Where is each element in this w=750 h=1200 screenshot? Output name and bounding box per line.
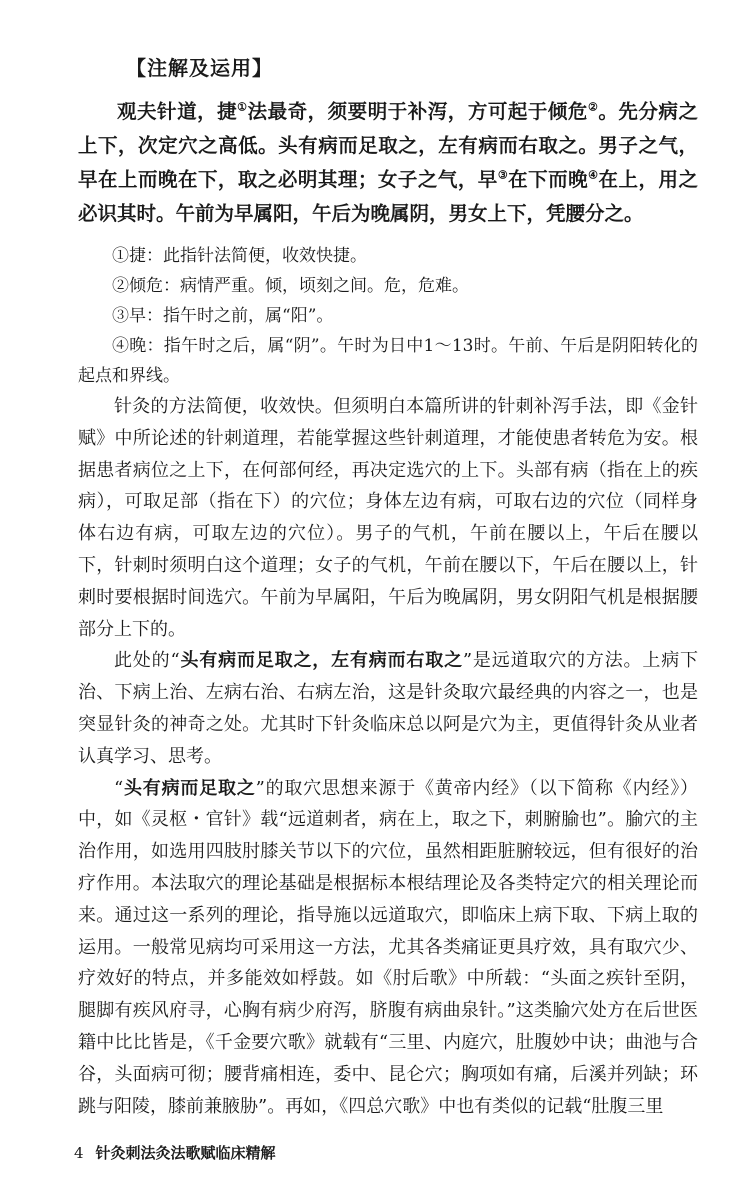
verse-text: 在下而晚 [508, 168, 589, 191]
footnote-3: ③早：指午时之前，属“阳”。 [112, 306, 334, 326]
running-title: 针灸刺法灸法歌赋临床精解 [95, 1144, 276, 1162]
section-heading: 【注解及运用】 [126, 56, 273, 80]
footnote-1: ①捷：此指针法简便，收效快捷。 [112, 246, 367, 266]
verse-text: 法最奇，须要明于补泻，方可起于倾危 [247, 100, 588, 123]
footnote-4: ④晚：指午时之后，属“阴”。午时为日中1～13时。午前、午后是阴阳转化的起点和界线。 [78, 336, 698, 386]
emphasized-quote: 头有病而足取之，左有病而右取之 [179, 650, 463, 672]
page-number: 4 [74, 1144, 84, 1162]
page-content [78, 52, 698, 1122]
verse-text: 观夫针道，捷 [117, 100, 238, 123]
paragraph-text: ”是远道取穴的方法。上病下治、下病上治、左病右治、右病左治，这是针灸取穴最经典的内容之一，也是突显针灸的神奇之处。尤其时下针灸临床总以阿是穴为主，更值得针灸从业者认真学习、思考。 [78, 650, 699, 767]
body-paragraph-2 [78, 645, 698, 772]
page-footer [74, 1142, 276, 1163]
verse-text: 。先分病之上下，次定穴之高低。头有病而足取之，左有病而右取之。男子之气，早在上而晚在下，取之必明其理；女子之气，早 [78, 100, 698, 191]
paragraph-text: ”的取穴思想来源于《黄帝内经》（以下简称《内经》）中，如《灵枢・官针》载“远道刺者，病在上，取之下，刺腑腧也”。腧穴的主治作用，如选用四肢肘膝关节以下的穴位，虽然相距脏腑较远，但有很好的治疗作用。本法取穴的理论基础是根据标本根结理论及各类特定穴的相关理论而来。通过这一系列的理论，指导施以远道取穴，即临床上病下取、下病上取的运用。一般常见病均可采用这一方法，尤其各类痛证更具疗效，具有取穴少、疗效好的特点，并多能效如桴鼓。如《肘后歌》中所载：“头面之疾针至阴，腿脚有疾风府寻，心胸有病少府泻，脐腹有病曲泉针。”这类腧穴处方在后世医籍中比比皆是，《千金要穴歌》就载有“三里、内庭穴，肚腹妙中诀；曲池与合谷，头面病可彻；腰背痛相连，委中、昆仑穴；胸项如有痛，后溪并列缺；环跳与阳陵，膝前兼腋胁”。再如，《四总穴歌》中也有类似的记载“肚腹三里 [78, 777, 699, 1117]
body-paragraph-1: 针灸的方法简便，收效快。但须明白本篇所讲的针刺补泻手法，即《金针赋》中所论述的针刺道理，若能掌握这些针刺道理，才能使患者转危为安。根据患者病位之上下，在何部何经，再决定选穴的上下。头部有病（指在上的疾病），可取足部（指在下）的穴位；身体左边有病，可取右边的穴位（同样身体右边有病，可取左边的穴位）。男子的气机，午前在腰以上，午后在腰以下，针刺时须明白这个道理；女子的气机，午前在腰以下，午后在腰以上，针刺时要根据时间选穴。午前为早属阳，午后为晚属阴，男女阴阳气机是根据腰部分上下的。 [78, 396, 698, 640]
verse-text: 在上，用之必识其时。午前为早属阳，午后为晚属阴，男女上下，凭腰分之。 [78, 168, 698, 225]
footnote-marker: ④ [588, 168, 599, 182]
footnote-marker: ① [237, 100, 248, 114]
emphasized-quote: 头有病而足取之 [123, 777, 256, 799]
classical-verse [78, 95, 698, 231]
footnote-marker: ② [587, 100, 599, 114]
body-paragraph-3 [78, 773, 698, 1123]
paragraph-text: 此处的“ [114, 650, 180, 672]
footnote-2: ②倾危：病情严重。倾，顷刻之间。危，危难。 [112, 276, 469, 296]
footnote-marker: ③ [497, 168, 509, 182]
paragraph-text: “ [114, 777, 124, 799]
